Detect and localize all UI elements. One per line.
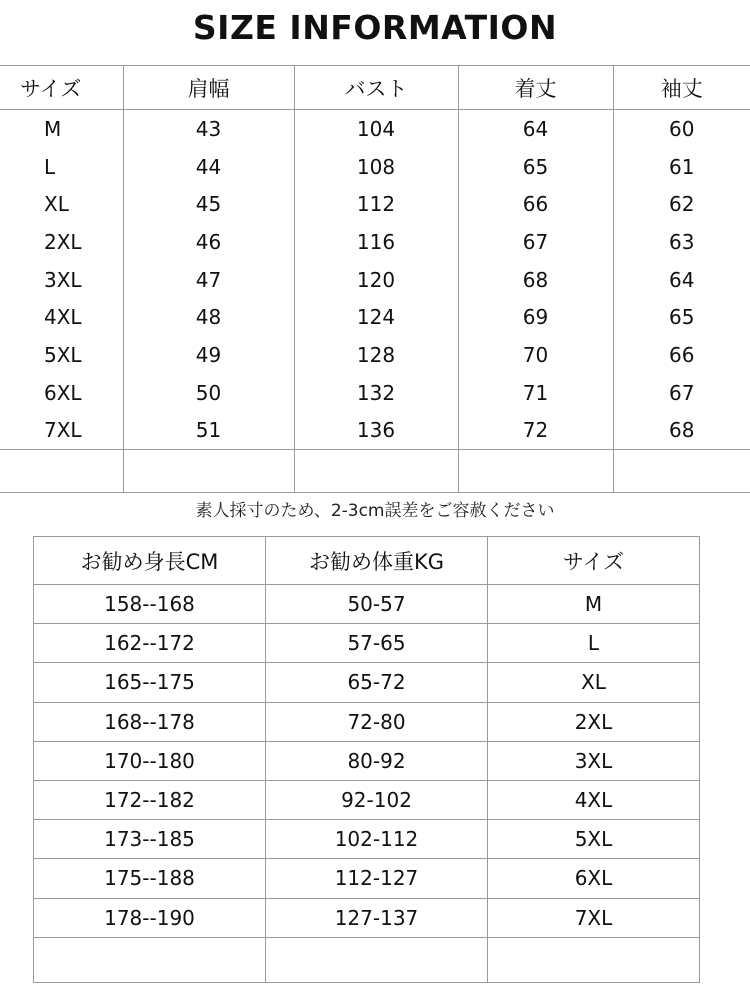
page-title: SIZE INFORMATION [192, 8, 558, 47]
header-length: 着丈 [458, 66, 613, 110]
table-cell: 127-137 [266, 898, 488, 937]
table-cell: 65-72 [266, 663, 488, 702]
table-cell: 5XL [0, 336, 123, 374]
table-cell: 71 [458, 374, 613, 412]
table-cell: 112-127 [266, 859, 488, 898]
table-cell: 68 [458, 261, 613, 299]
empty-cell [0, 450, 123, 493]
table-cell: 51 [123, 412, 294, 450]
table-cell: 7XL [0, 412, 123, 450]
recommend-table [33, 536, 700, 983]
table-row [34, 702, 700, 741]
table-cell: 67 [458, 223, 613, 261]
table-cell: 65 [613, 298, 750, 336]
table-row [0, 336, 750, 374]
table-cell: 44 [123, 148, 294, 186]
table-cell: L [0, 148, 123, 186]
table-cell: 92-102 [266, 780, 488, 819]
table-cell: 175--188 [34, 859, 266, 898]
table-cell: 43 [123, 110, 294, 148]
table-cell: 69 [458, 298, 613, 336]
table-cell: 2XL [0, 223, 123, 261]
table-cell: 165--175 [34, 663, 266, 702]
recommend-table-header-row [34, 537, 700, 585]
table-cell: M [488, 585, 700, 624]
table-cell: 62 [613, 185, 750, 223]
table-cell: 112 [294, 185, 458, 223]
table-cell: L [488, 624, 700, 663]
table-cell: 7XL [488, 898, 700, 937]
table-cell: 80-92 [266, 741, 488, 780]
table-cell: 120 [294, 261, 458, 299]
table-cell: 116 [294, 223, 458, 261]
table-cell: 168--178 [34, 702, 266, 741]
table-cell: 4XL [0, 298, 123, 336]
header-size: サイズ [0, 66, 123, 110]
header-height: お勧め身長CM [34, 537, 266, 585]
table-row [0, 298, 750, 336]
table-cell: 63 [613, 223, 750, 261]
table-cell: 48 [123, 298, 294, 336]
table-cell: XL [0, 185, 123, 223]
table-cell: 66 [613, 336, 750, 374]
table-row [0, 223, 750, 261]
size-table [0, 65, 750, 493]
table-cell: 49 [123, 336, 294, 374]
table-cell: 72-80 [266, 702, 488, 741]
empty-row [34, 937, 700, 982]
table-row [0, 110, 750, 148]
table-cell: 2XL [488, 702, 700, 741]
table-cell: 50 [123, 374, 294, 412]
table-cell: 3XL [0, 261, 123, 299]
table-cell: M [0, 110, 123, 148]
table-row [34, 898, 700, 937]
table-cell: 60 [613, 110, 750, 148]
empty-cell [458, 450, 613, 493]
table-cell: 72 [458, 412, 613, 450]
table-cell: 67 [613, 374, 750, 412]
table-cell: 104 [294, 110, 458, 148]
table-cell: XL [488, 663, 700, 702]
table-cell: 47 [123, 261, 294, 299]
table-row [0, 412, 750, 450]
table-cell: 66 [458, 185, 613, 223]
table-cell: 178--190 [34, 898, 266, 937]
table-cell: 132 [294, 374, 458, 412]
table-cell: 108 [294, 148, 458, 186]
size-table-header-row [0, 66, 750, 110]
table-row [34, 624, 700, 663]
table-cell: 136 [294, 412, 458, 450]
table-cell: 57-65 [266, 624, 488, 663]
empty-cell [294, 450, 458, 493]
empty-cell [488, 937, 700, 982]
empty-cell [123, 450, 294, 493]
table-cell: 6XL [0, 374, 123, 412]
table-cell: 6XL [488, 859, 700, 898]
empty-cell [34, 937, 266, 982]
table-cell: 61 [613, 148, 750, 186]
table-cell: 64 [458, 110, 613, 148]
table-row [0, 374, 750, 412]
table-row [34, 585, 700, 624]
table-cell: 128 [294, 336, 458, 374]
empty-cell [613, 450, 750, 493]
empty-cell [266, 937, 488, 982]
table-cell: 45 [123, 185, 294, 223]
header-shoulder: 肩幅 [123, 66, 294, 110]
empty-row [0, 450, 750, 493]
header-sleeve: 袖丈 [613, 66, 750, 110]
table-row [0, 185, 750, 223]
table-cell: 4XL [488, 780, 700, 819]
header-weight: お勧め体重KG [266, 537, 488, 585]
table-cell: 50-57 [266, 585, 488, 624]
table-row [34, 820, 700, 859]
table-cell: 172--182 [34, 780, 266, 819]
table-cell: 68 [613, 412, 750, 450]
table-row [34, 663, 700, 702]
table-cell: 158--168 [34, 585, 266, 624]
table-cell: 173--185 [34, 820, 266, 859]
table-cell: 65 [458, 148, 613, 186]
table-cell: 162--172 [34, 624, 266, 663]
table-cell: 170--180 [34, 741, 266, 780]
table-row [34, 859, 700, 898]
table-cell: 3XL [488, 741, 700, 780]
table-row [0, 261, 750, 299]
measurement-note: 素人採寸のため、2-3cm誤差をご容赦ください [195, 501, 555, 521]
table-row [0, 148, 750, 186]
header-bust: バスト [294, 66, 458, 110]
table-cell: 124 [294, 298, 458, 336]
table-row [34, 741, 700, 780]
table-cell: 64 [613, 261, 750, 299]
header-size: サイズ [488, 537, 700, 585]
table-row [34, 780, 700, 819]
table-cell: 46 [123, 223, 294, 261]
table-cell: 102-112 [266, 820, 488, 859]
table-cell: 5XL [488, 820, 700, 859]
table-cell: 70 [458, 336, 613, 374]
